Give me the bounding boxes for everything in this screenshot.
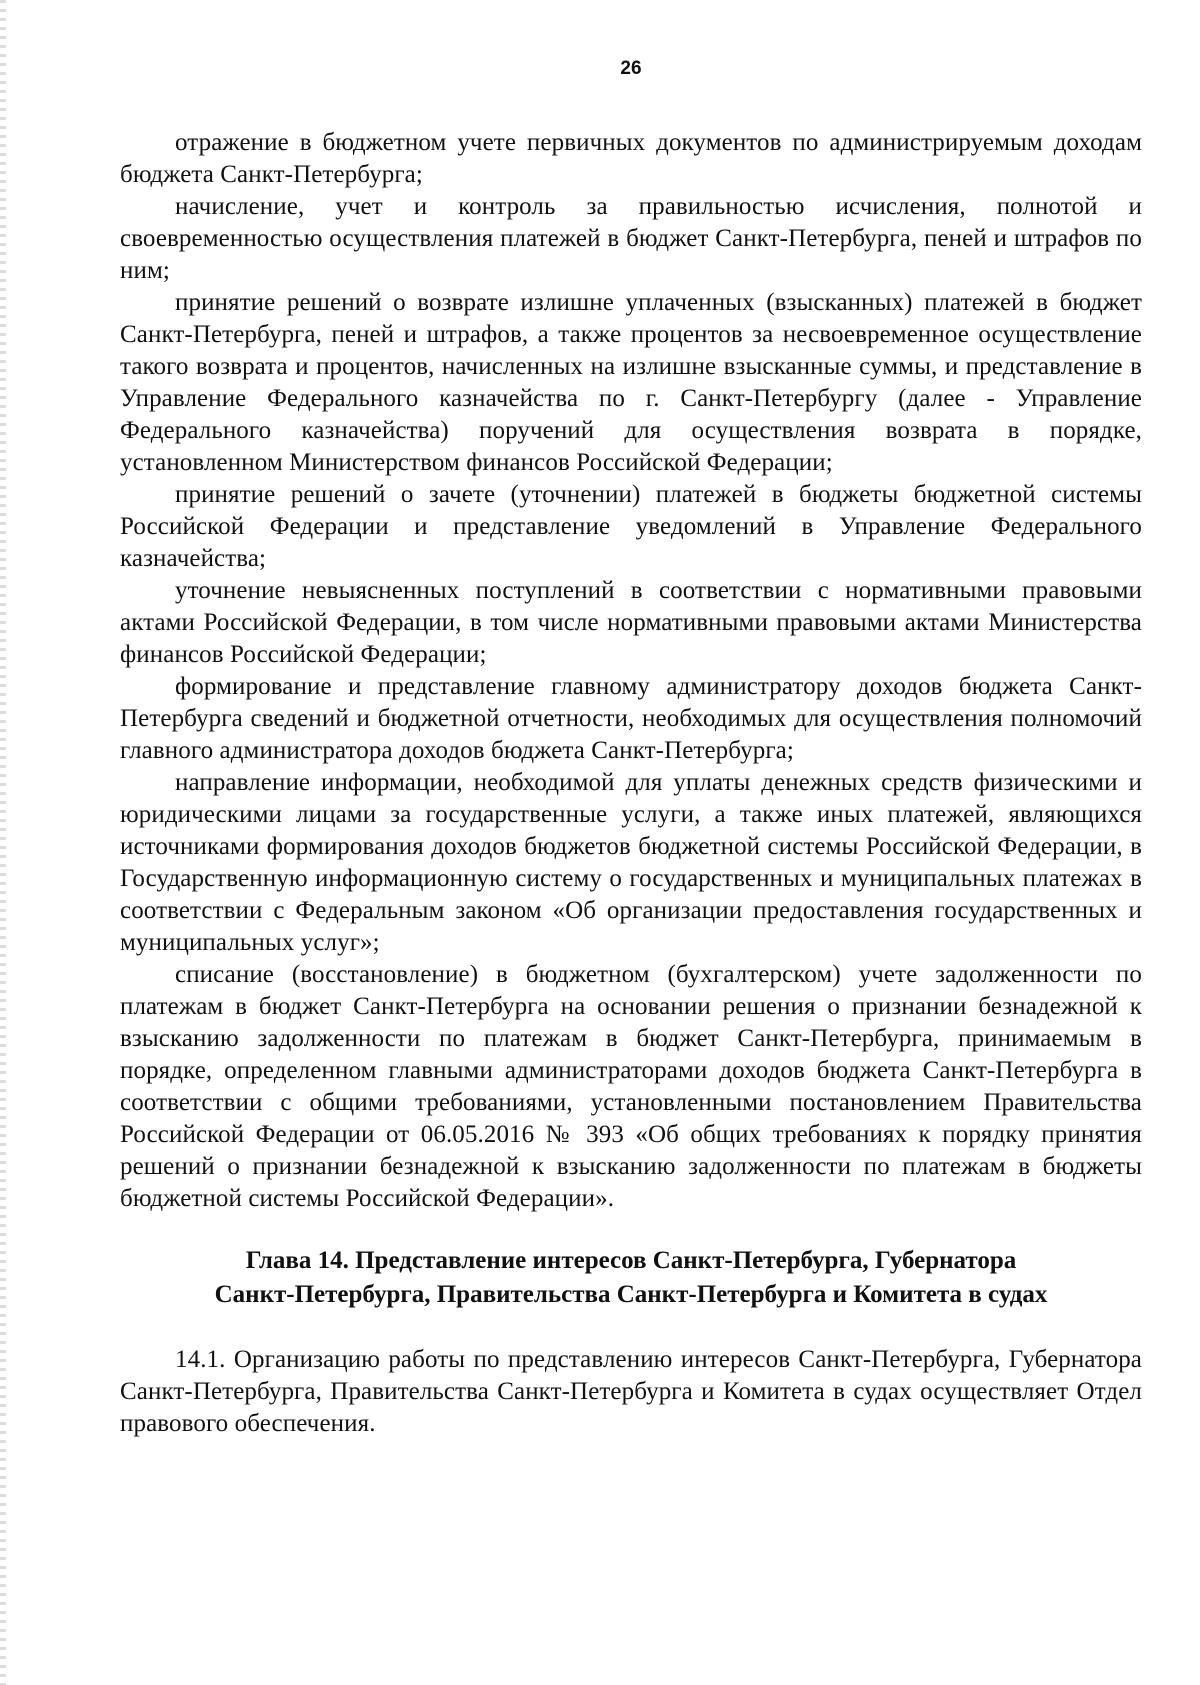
paragraph-accrual-control: начисление, учет и контроль за правильностью исчисления, полнотой и своевременностью осуществления платежей в бюджет Санкт-Петербурга, пеней и штрафов по ним; xyxy=(120,193,1142,284)
paragraph-offset-decisions: принятие решений о зачете (уточнении) платежей в бюджеты бюджетной системы Российской Федерации и представление уведомлений в Управление Федерального казначейства; xyxy=(120,481,1142,572)
paragraph-gis-information: направление информации, необходимой для уплаты денежных средств физическими и юридическими лицами за государственные услуги, а также иных платежей, являющихся источниками формирования доходов бюджетов бюджетной системы Российской Федерации, в Государственную информационную систему о государственных и муниципальных платежах в соответствии с Федеральным законом «Об организации предоставления государственных и муниципальных услуг»; xyxy=(120,769,1142,956)
chapter-heading xyxy=(120,1244,1142,1312)
chapter-heading-line-1: Глава 14. Представление интересов Санкт-Петербурга, Губернатора xyxy=(245,1247,1017,1274)
paragraph-unclear-receipts: уточнение невыясненных поступлений в соответствии с нормативными правовыми актами Российской Федерации, в том числе нормативными правовыми актами Министерства финансов Российской Федерации; xyxy=(120,577,1142,668)
paragraph-14-1: 14.1. Организацию работы по представлению интересов Санкт-Петербурга, Губернатора Санкт-Петербурга, Правительства Санкт-Петербурга и Комитета в судах осуществляет Отдел правового обеспечения. xyxy=(120,1346,1142,1437)
paragraph-debt-write-off: списание (восстановление) в бюджетном (бухгалтерском) учете задолженности по платежам в бюджет Санкт-Петербурга на основании решения о признании безнадежной к взысканию задолженности по платежам в бюджет Санкт-Петербурга, принимаемым в порядке, определенном главными администраторами доходов бюджета Санкт-Петербурга в соответствии с общими требованиями, установленными постановлением Правительства Российской Федерации от 06.05.2016 № 393 «Об общих требованиях к порядку принятия решений о признании безнадежной к взысканию задолженности по платежам в бюджеты бюджетной системы Российской Федерации». xyxy=(120,961,1142,1212)
paragraph-reporting: формирование и представление главному администратору доходов бюджета Санкт-Петербурга сведений и бюджетной отчетности, необходимых для осуществления полномочий главного администратора доходов бюджета Санкт-Петербурга; xyxy=(120,673,1142,764)
scan-edge-artifact xyxy=(0,0,6,1685)
document-body xyxy=(120,127,1142,1440)
paragraph-refund-decisions: принятие решений о возврате излишне уплаченных (взысканных) платежей в бюджет Санкт-Петербурга, пеней и штрафов, а также процентов за несвоевременное осуществление такого возврата и процентов, начисленных на излишне взысканные суммы, и представление в Управление Федерального казначейства по г. Санкт-Петербургу (далее - Управление Федерального казначейства) поручений для осуществления возврата в порядке, установленном Министерством финансов Российской Федерации; xyxy=(120,289,1142,476)
page-number: 26 xyxy=(620,58,642,79)
paragraph-budget-accounting: отражение в бюджетном учете первичных документов по администрируемым доходам бюджета Санкт-Петербурга; xyxy=(120,129,1142,188)
chapter-heading-line-2: Санкт-Петербурга, Правительства Санкт-Петербурга и Комитета в судах xyxy=(214,1281,1048,1308)
